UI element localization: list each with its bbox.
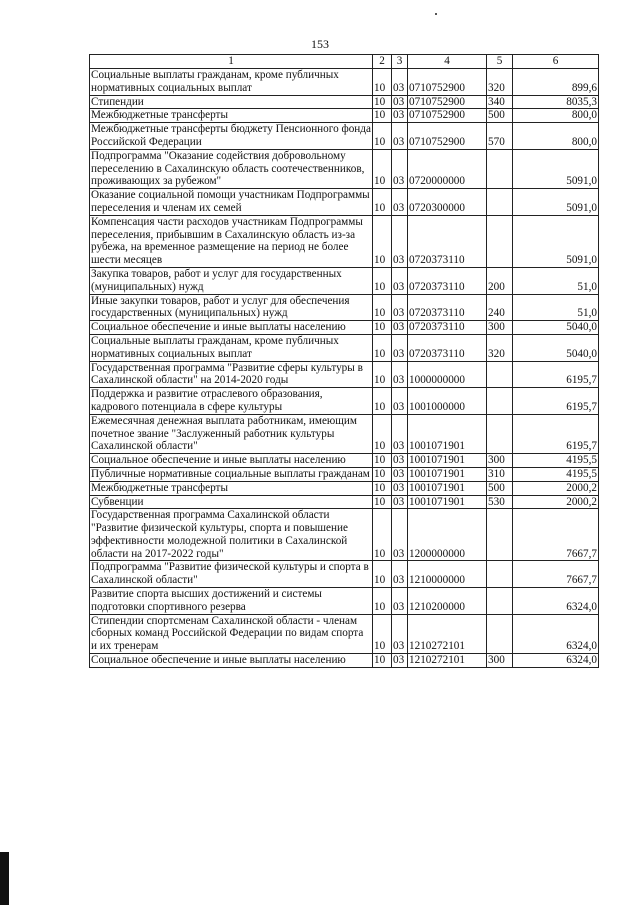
- row-amount: 6324,0: [513, 654, 599, 668]
- row-amount: 6324,0: [513, 588, 599, 615]
- table-row: [90, 95, 599, 109]
- row-amount: 51,0: [513, 294, 599, 321]
- row-amount: 6195,7: [513, 388, 599, 415]
- row-section: 10: [373, 294, 392, 321]
- target-article-direction: 71901: [437, 495, 465, 508]
- budget-table: [89, 54, 599, 668]
- row-amount: 800,0: [513, 123, 599, 150]
- column-header: 2: [373, 55, 392, 69]
- row-target-article: [408, 361, 487, 388]
- target-article-direction: 73110: [437, 254, 465, 267]
- row-section: 10: [373, 361, 392, 388]
- row-amount: 5040,0: [513, 321, 599, 335]
- row-target-article: [408, 321, 487, 335]
- row-section: 10: [373, 123, 392, 150]
- row-section: 10: [373, 561, 392, 588]
- row-amount: 7667,7: [513, 561, 599, 588]
- row-name: Стипендии спортсменам Сахалинской области - членам сборных команд Российской Федерации по видам спорта и их тренерам: [90, 614, 373, 653]
- row-name: Ежемесячная денежная выплата работникам, имеющим почетное звание "Заслуженный работник культуры Сахалинской области": [90, 414, 373, 453]
- target-article-program: 07203: [409, 201, 437, 214]
- target-article-direction: 71901: [437, 481, 465, 494]
- table-row: [90, 388, 599, 415]
- row-section: 10: [373, 509, 392, 561]
- row-name: Субвенции: [90, 495, 373, 509]
- table-row: [90, 481, 599, 495]
- target-article-program: 10010: [409, 467, 437, 480]
- row-section: 10: [373, 467, 392, 481]
- table-row: [90, 334, 599, 361]
- table-row: [90, 69, 599, 96]
- target-article-program: 07203: [409, 347, 437, 360]
- target-article-direction: 00000: [437, 175, 465, 188]
- table-row: [90, 189, 599, 216]
- row-section: 10: [373, 454, 392, 468]
- row-expense-type: 500: [487, 481, 513, 495]
- row-subsection: 03: [392, 467, 408, 481]
- target-article-direction: 71901: [437, 454, 465, 467]
- row-subsection: 03: [392, 588, 408, 615]
- row-subsection: 03: [392, 123, 408, 150]
- target-article-direction: 73110: [437, 307, 465, 320]
- row-expense-type: [487, 614, 513, 653]
- row-amount: 6195,7: [513, 414, 599, 453]
- row-target-article: [408, 149, 487, 188]
- target-article-direction: 71901: [437, 440, 465, 453]
- target-article-direction: 73110: [437, 280, 465, 293]
- table-body: [90, 69, 599, 668]
- row-name: Социальные выплаты гражданам, кроме публичных нормативных социальных выплат: [90, 334, 373, 361]
- row-name: Стипендии: [90, 95, 373, 109]
- row-name: Иные закупки товаров, работ и услуг для обеспечения государственных (муниципальных) нужд: [90, 294, 373, 321]
- table-row: [90, 654, 599, 668]
- row-section: 10: [373, 267, 392, 294]
- target-article-program: 10010: [409, 400, 437, 413]
- target-article-direction: 73110: [437, 321, 465, 334]
- row-name: Социальное обеспечение и иные выплаты населению: [90, 454, 373, 468]
- table-row: [90, 149, 599, 188]
- row-target-article: [408, 495, 487, 509]
- target-article-direction: 52900: [437, 135, 465, 148]
- row-name: Развитие спорта высших достижений и системы подготовки спортивного резерва: [90, 588, 373, 615]
- row-name: Государственная программа "Развитие сферы культуры в Сахалинской области" на 2014-2020 годы: [90, 361, 373, 388]
- row-subsection: 03: [392, 509, 408, 561]
- row-expense-type: [487, 388, 513, 415]
- table-row: [90, 123, 599, 150]
- row-name: Подпрограмма "Оказание содействия добровольному переселению в Сахалинскую область соотечественников, проживающих за рубежом": [90, 149, 373, 188]
- row-amount: 6195,7: [513, 361, 599, 388]
- row-expense-type: [487, 215, 513, 267]
- row-expense-type: 300: [487, 454, 513, 468]
- row-section: 10: [373, 189, 392, 216]
- target-article-direction: 72101: [437, 640, 465, 653]
- row-name: Компенсация части расходов участникам Подпрограммы переселения, прибывшим в Сахалинскую область из-за рубежа, на временное размещение на период не более шести месяцев: [90, 215, 373, 267]
- target-article-program: 07107: [409, 135, 437, 148]
- row-subsection: 03: [392, 454, 408, 468]
- row-section: 10: [373, 69, 392, 96]
- row-target-article: [408, 614, 487, 653]
- row-amount: 2000,2: [513, 481, 599, 495]
- row-amount: 5091,0: [513, 149, 599, 188]
- row-subsection: 03: [392, 294, 408, 321]
- target-article-program: 07203: [409, 254, 437, 267]
- table-row: [90, 414, 599, 453]
- target-article-direction: 00000: [437, 374, 465, 387]
- row-target-article: [408, 294, 487, 321]
- row-target-article: [408, 267, 487, 294]
- target-article-direction: 00000: [437, 400, 465, 413]
- row-subsection: 03: [392, 654, 408, 668]
- target-article-program: 07107: [409, 95, 437, 108]
- target-article-direction: 00000: [437, 574, 465, 587]
- row-subsection: 03: [392, 69, 408, 96]
- row-subsection: 03: [392, 109, 408, 123]
- row-target-article: [408, 334, 487, 361]
- target-article-direction: 00000: [437, 201, 465, 214]
- row-expense-type: 570: [487, 123, 513, 150]
- row-name: Социальное обеспечение и иные выплаты населению: [90, 654, 373, 668]
- row-amount: 5040,0: [513, 334, 599, 361]
- table-row: [90, 614, 599, 653]
- row-expense-type: [487, 588, 513, 615]
- target-article-program: 12102: [409, 640, 437, 653]
- page-number: 153: [311, 37, 329, 51]
- row-section: 10: [373, 321, 392, 335]
- row-name: Государственная программа Сахалинской области "Развитие физической культуры, спорта и повышение эффективности молодежной политики в Сахалинской области на 2017-2022 годы": [90, 509, 373, 561]
- row-amount: 51,0: [513, 267, 599, 294]
- row-expense-type: 200: [487, 267, 513, 294]
- row-expense-type: 310: [487, 467, 513, 481]
- row-subsection: 03: [392, 361, 408, 388]
- row-section: 10: [373, 654, 392, 668]
- row-expense-type: [487, 509, 513, 561]
- target-article-program: 07107: [409, 109, 437, 122]
- row-section: 10: [373, 588, 392, 615]
- row-subsection: 03: [392, 561, 408, 588]
- table-row: [90, 215, 599, 267]
- target-article-program: 07203: [409, 307, 437, 320]
- row-expense-type: 300: [487, 321, 513, 335]
- row-amount: 4195,5: [513, 454, 599, 468]
- table-row: [90, 361, 599, 388]
- row-target-article: [408, 69, 487, 96]
- table-row: [90, 294, 599, 321]
- row-section: 10: [373, 334, 392, 361]
- row-target-article: [408, 467, 487, 481]
- row-target-article: [408, 388, 487, 415]
- row-amount: 2000,2: [513, 495, 599, 509]
- row-name: Закупка товаров, работ и услуг для государственных (муниципальных) нужд: [90, 267, 373, 294]
- row-expense-type: [487, 561, 513, 588]
- row-subsection: 03: [392, 614, 408, 653]
- row-subsection: 03: [392, 189, 408, 216]
- target-article-program: 10000: [409, 374, 437, 387]
- row-expense-type: [487, 149, 513, 188]
- target-article-direction: 52900: [437, 109, 465, 122]
- row-section: 10: [373, 614, 392, 653]
- row-target-article: [408, 414, 487, 453]
- column-header: 5: [487, 55, 513, 69]
- row-amount: 7667,7: [513, 509, 599, 561]
- target-article-program: 07203: [409, 321, 437, 334]
- target-article-program: 07107: [409, 81, 437, 94]
- row-target-article: [408, 95, 487, 109]
- row-name: Публичные нормативные социальные выплаты гражданам: [90, 467, 373, 481]
- row-section: 10: [373, 95, 392, 109]
- row-expense-type: 500: [487, 109, 513, 123]
- row-name: Оказание социальной помощи участникам Подпрограммы переселения и членам их семей: [90, 189, 373, 216]
- table-row: [90, 495, 599, 509]
- target-article-direction: 73110: [437, 347, 465, 360]
- table-row: [90, 267, 599, 294]
- target-article-program: 10010: [409, 454, 437, 467]
- row-amount: 899,6: [513, 69, 599, 96]
- row-subsection: 03: [392, 149, 408, 188]
- target-article-direction: 52900: [437, 95, 465, 108]
- row-target-article: [408, 123, 487, 150]
- table-row: [90, 467, 599, 481]
- row-target-article: [408, 481, 487, 495]
- column-header: 1: [90, 55, 373, 69]
- row-amount: 6324,0: [513, 614, 599, 653]
- row-target-article: [408, 561, 487, 588]
- table-row: [90, 454, 599, 468]
- row-section: 10: [373, 109, 392, 123]
- target-article-direction: 52900: [437, 81, 465, 94]
- row-amount: 800,0: [513, 109, 599, 123]
- row-section: 10: [373, 388, 392, 415]
- row-name: Поддержка и развитие отраслевого образования, кадрового потенциала в сфере культуры: [90, 388, 373, 415]
- row-section: 10: [373, 495, 392, 509]
- row-expense-type: 340: [487, 95, 513, 109]
- row-target-article: [408, 109, 487, 123]
- row-expense-type: 320: [487, 334, 513, 361]
- row-amount: 5091,0: [513, 215, 599, 267]
- row-expense-type: [487, 361, 513, 388]
- target-article-program: 10010: [409, 495, 437, 508]
- scan-edge-mark: [0, 852, 9, 905]
- row-target-article: [408, 454, 487, 468]
- target-article-program: 07203: [409, 280, 437, 293]
- row-amount: 4195,5: [513, 467, 599, 481]
- column-header: 3: [392, 55, 408, 69]
- target-article-program: 12102: [409, 654, 437, 667]
- row-target-article: [408, 654, 487, 668]
- row-name: Межбюджетные трансферты бюджету Пенсионного фонда Российской Федерации: [91, 123, 371, 148]
- table-row: [90, 321, 599, 335]
- row-subsection: 03: [392, 481, 408, 495]
- row-subsection: 03: [392, 95, 408, 109]
- row-subsection: 03: [392, 215, 408, 267]
- column-header: 4: [408, 55, 487, 69]
- target-article-program: 10010: [409, 440, 437, 453]
- target-article-direction: 72101: [437, 654, 465, 667]
- row-name: Социальные выплаты гражданам, кроме публичных нормативных социальных выплат: [90, 69, 373, 96]
- row-target-article: [408, 509, 487, 561]
- row-target-article: [408, 215, 487, 267]
- row-subsection: 03: [392, 321, 408, 335]
- column-header: 6: [513, 55, 599, 69]
- row-amount: 8035,3: [513, 95, 599, 109]
- row-expense-type: 320: [487, 69, 513, 96]
- row-expense-type: 240: [487, 294, 513, 321]
- row-name: Межбюджетные трансферты: [90, 109, 373, 123]
- row-subsection: 03: [392, 388, 408, 415]
- row-subsection: 03: [392, 267, 408, 294]
- target-article-program: 12102: [409, 600, 437, 613]
- row-subsection: 03: [392, 414, 408, 453]
- row-expense-type: 530: [487, 495, 513, 509]
- row-section: 10: [373, 215, 392, 267]
- row-amount: 5091,0: [513, 189, 599, 216]
- table-header-row: [90, 55, 599, 69]
- row-target-article: [408, 189, 487, 216]
- row-name: Межбюджетные трансферты: [90, 481, 373, 495]
- target-article-program: 07200: [409, 175, 437, 188]
- target-article-program: 10010: [409, 481, 437, 494]
- table-row: [90, 109, 599, 123]
- row-name: Социальное обеспечение и иные выплаты населению: [90, 321, 373, 335]
- row-target-article: [408, 588, 487, 615]
- row-section: 10: [373, 481, 392, 495]
- target-article-direction: 00000: [437, 547, 465, 560]
- row-subsection: 03: [392, 334, 408, 361]
- table-row: [90, 588, 599, 615]
- row-expense-type: [487, 414, 513, 453]
- table-row: [90, 561, 599, 588]
- row-subsection: 03: [392, 495, 408, 509]
- row-expense-type: [487, 189, 513, 216]
- target-article-program: 12100: [409, 574, 437, 587]
- row-name: Подпрограмма "Развитие физической культуры и спорта в Сахалинской области": [90, 561, 373, 588]
- table-row: [90, 509, 599, 561]
- scan-speck: [435, 13, 437, 15]
- target-article-direction: 71901: [437, 467, 465, 480]
- row-section: 10: [373, 149, 392, 188]
- row-section: 10: [373, 414, 392, 453]
- target-article-direction: 00000: [437, 600, 465, 613]
- target-article-program: 12000: [409, 547, 437, 560]
- row-expense-type: 300: [487, 654, 513, 668]
